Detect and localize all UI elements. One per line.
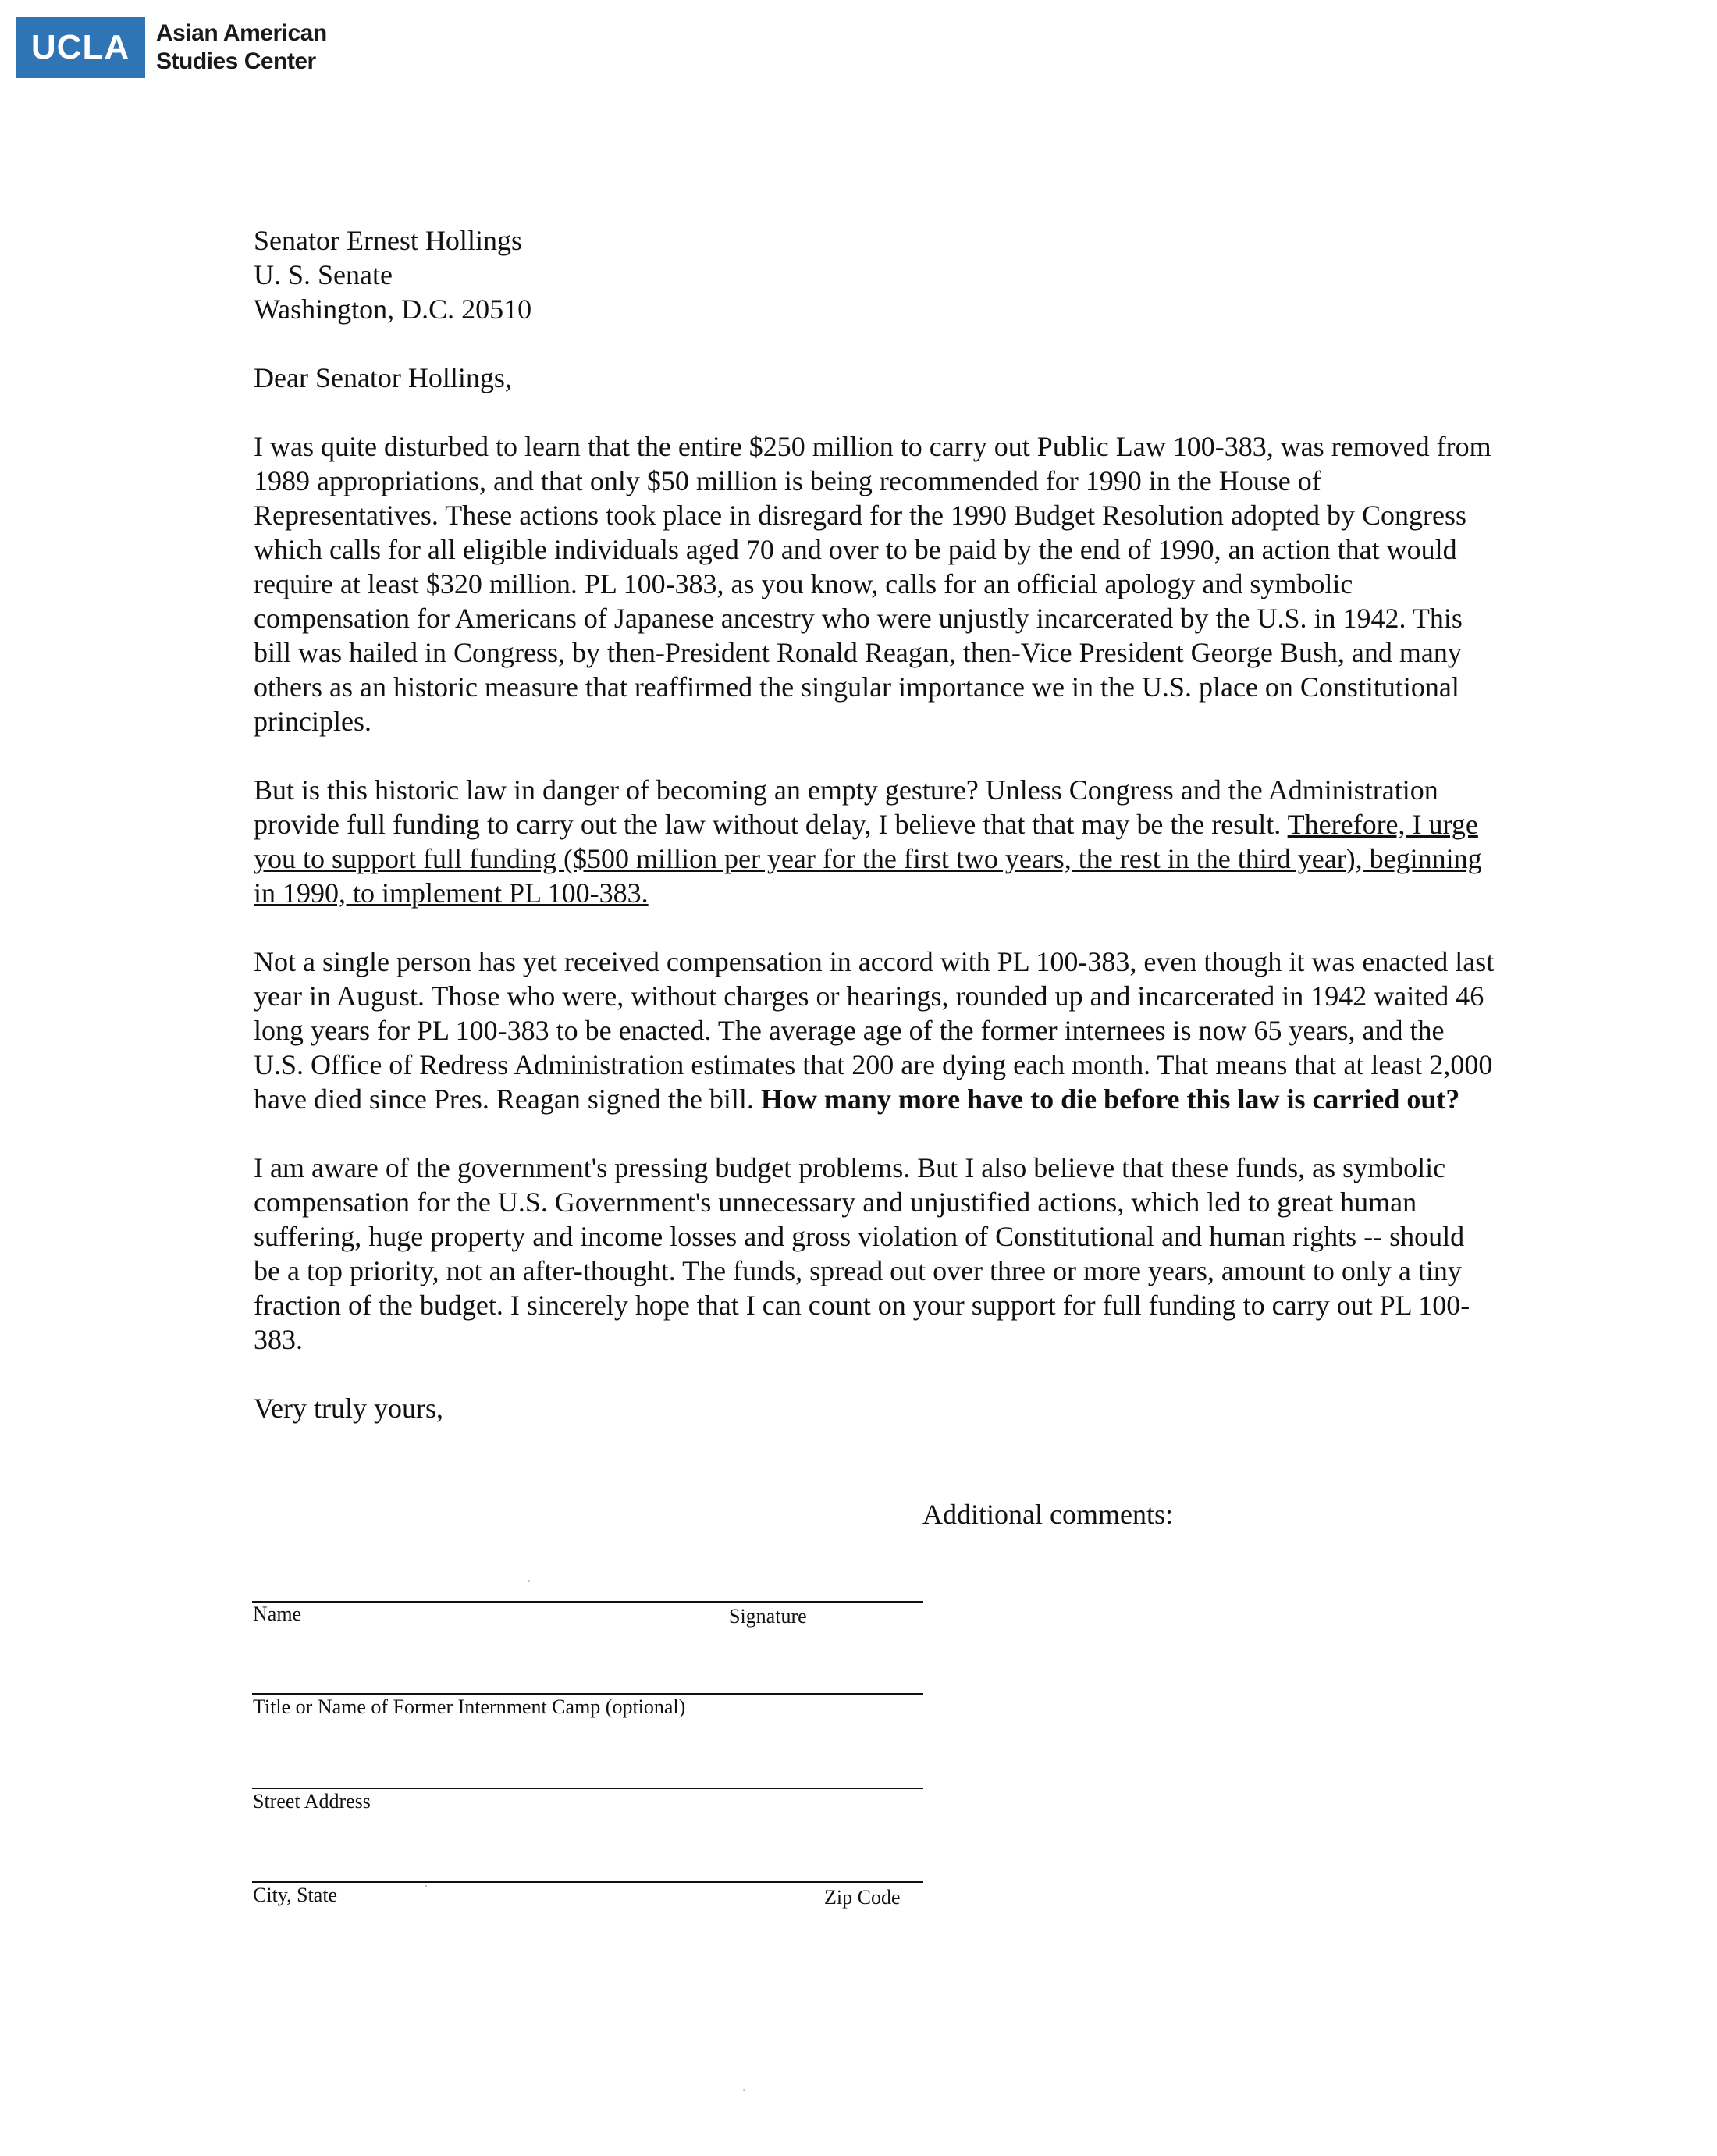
org-name — [156, 20, 327, 76]
zip-code-label: Zip Code — [824, 1886, 901, 1909]
address-line-2: U. S. Senate — [254, 259, 393, 290]
paragraph-2 — [254, 773, 1495, 910]
paragraph-4: I am aware of the government's pressing budget problems. But I also believe that these funds, as symbolic compensation for the U.S. Government's unnecessary and unjustified actions, which led to great human suffering, huge property and income losses and gross violation of Constitutional and human rights -- should be a top priority, not an after-thought. The funds, spread out over three or more years, amount to only a tiny fraction of the budget. I sincerely hope that I can count on your support for full funding to carry out PL 100-383. — [254, 1152, 1470, 1355]
signature-label: Signature — [729, 1605, 807, 1628]
scan-speck — [743, 2089, 745, 2091]
name-signature-line[interactable] — [252, 1601, 923, 1603]
internment-camp-line[interactable] — [252, 1693, 923, 1695]
letter-body — [254, 223, 1495, 1425]
street-address-label: Street Address — [253, 1790, 371, 1813]
org-name-line1: Asian American — [156, 20, 327, 46]
scan-speck — [425, 1885, 427, 1887]
name-label: Name — [253, 1603, 302, 1625]
org-name-line2: Studies Center — [156, 48, 316, 74]
paragraph-2-text: But is this historic law in danger of becoming an empty gesture? Unless Congress and the Administration provide full funding to carry out the law without delay, I believe that that may be the result. — [254, 774, 1438, 840]
paragraph-1: I was quite disturbed to learn that the entire $250 million to carry out Public Law 100-383, was removed from 1989 appropriations, and that only $50 million is being recommended for 1990 in the House of Representatives. These actions took place in disregard for the 1990 Budget Resolution adopted by Congress which calls for all eligible individuals aged 70 and over to be paid by the end of 1990, an action that would require at least $320 million. PL 100-383, as you know, calls for an official apology and symbolic compensation for Americans of Japanese ancestry who were unjustly incarcerated by the U.S. in 1942. This bill was hailed in Congress, by then-President Ronald Reagan, then-Vice President George Bush, and many others as an historic measure that reaffirmed the singular importance we in the U.S. place on Constitutional principles. — [254, 431, 1491, 737]
street-address-line[interactable] — [252, 1788, 923, 1789]
paragraph-3-bold-question: How many more have to die before this law is carried out? — [760, 1083, 1460, 1115]
address-line-3: Washington, D.C. 20510 — [254, 294, 532, 325]
closing: Very truly yours, — [254, 1393, 443, 1424]
paragraph-3 — [254, 945, 1495, 1116]
paragraph-2-underlined-request: Therefore, I urge you to support full funding ($500 million per year for the first two years, the rest in the third year), beginning in 1990, to implement PL 100-383. — [254, 809, 1482, 909]
additional-comments-label: Additional comments: — [922, 1499, 1173, 1530]
salutation: Dear Senator Hollings, — [254, 362, 512, 393]
recipient-address — [254, 223, 1495, 326]
city-zip-line[interactable] — [252, 1881, 923, 1883]
internment-camp-label: Title or Name of Former Internment Camp (optional) — [253, 1695, 686, 1718]
ucla-logo-mark: UCLA — [16, 17, 145, 78]
ucla-logo — [16, 17, 327, 78]
city-state-label: City, State — [253, 1884, 338, 1906]
address-line-1: Senator Ernest Hollings — [254, 225, 522, 256]
paragraph-3-text: Not a single person has yet received compensation in accord with PL 100-383, even though it was enacted last year in August. Those who were, without charges or hearings, rounded up and incarcerated in 1942 waited 46 long years for PL 100-383 to be enacted. The average age of the former internees is now 65 years, and the U.S. Office of Redress Administration estimates that 200 are dying each month. That means that at least 2,000 have died since Pres. Reagan signed the bill. — [254, 946, 1495, 1115]
scan-speck — [528, 1580, 530, 1582]
